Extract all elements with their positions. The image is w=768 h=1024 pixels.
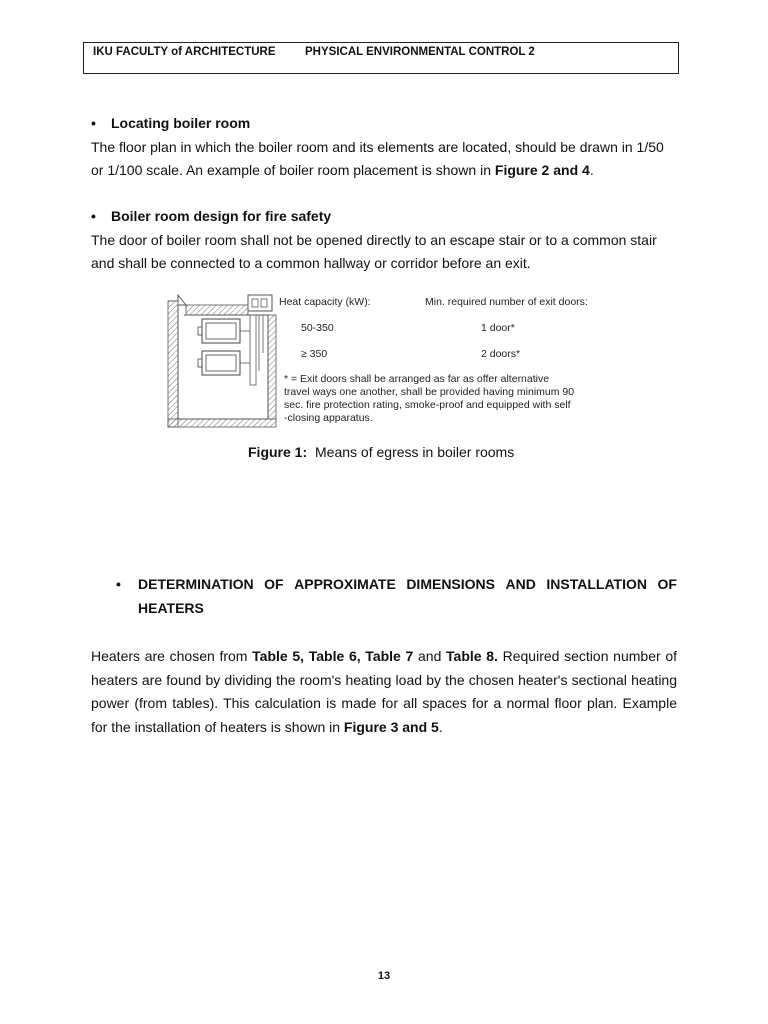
section-heading [91,112,677,136]
paragraph [91,645,677,739]
paragraph [91,136,677,183]
caption-label: Figure 1: [248,444,308,460]
heading-text: Locating boiler room [111,115,251,131]
figure-capacity-cell: 50-350 [301,322,334,334]
bold-reference: Figure 2 and 4 [494,162,590,178]
figure-note-line: * = Exit doors shall be arranged as far as offer alternative [284,373,550,385]
heading-word: DIMENSIONS [406,576,495,592]
figure-col1-header: Heat capacity (kW): [279,296,371,308]
figure-capacity-cell: ≥ 350 [301,348,328,360]
figure-caption [248,441,514,464]
bullet-icon: • [91,208,96,224]
text-run: The floor plan in which the boiler room and its elements are located, should be drawn in 1/50 or 1/100 scale. An example of boiler room placement is shown in [91,138,664,178]
heading-word: AND [505,576,536,592]
figure-doors-cell: 1 door* [481,322,515,334]
page-number: 13 [377,970,391,982]
text-run: Required section number of heaters are found by dividing the room's heating load by the chosen heater's sectional heating power (from tables). This calculation is made for all spaces for a normal floor plan. Example for the installation of heaters is shown in [91,648,677,735]
figure-note-line: travel ways one another, shall be provided having minimum 90 [284,386,575,398]
section-heaters-heading [116,573,677,620]
paragraph: The door of boiler room shall not be opened directly to an escape stair or to a common stair and shall be connected to a common hallway or corridor before an exit. [91,231,657,271]
section-fire-safety [91,205,677,276]
text-run: . [438,718,443,735]
section-heaters-paragraph [91,645,677,739]
header-faculty: IKU FACULTY of ARCHITECTURE [93,46,276,58]
section-locating-boiler-room [91,112,677,183]
heading-line: HEATERS [138,599,204,616]
bold-reference: Table 8. [446,648,498,664]
heading-word: DETERMINATION [138,576,254,592]
bold-reference: Table 5, Table 6, Table 7 [252,648,414,664]
caption-text: Means of egress in boiler rooms [315,444,515,460]
header-course: PHYSICAL ENVIRONMENTAL CONTROL 2 [305,46,535,58]
text-run: . [589,162,594,178]
section-heading [91,205,677,229]
heading-word: OF [264,576,284,592]
section-heading [116,573,677,620]
figure-boiler-room-egress [166,293,606,429]
text-run: Heaters are chosen from [91,648,253,664]
figure-col2-header: Min. required number of exit doors: [425,296,588,308]
text-run: and [413,648,447,664]
figure-doors-cell: 2 doors* [481,348,521,360]
figure-note-line: -closing apparatus. [284,412,373,424]
page-header [83,42,679,74]
bullet-icon: • [116,576,121,592]
figure-note-line: sec. fire protection rating, smoke-proof and equipped with self [284,399,571,411]
heading-text: Boiler room design for fire safety [111,208,332,224]
heading-line [138,573,677,597]
heading-word: OF [657,576,677,592]
bold-reference: Figure 3 and 5 [343,718,439,735]
heading-word: APPROXIMATE [294,576,396,592]
bullet-icon: • [91,115,96,131]
heading-word: INSTALLATION [546,576,647,592]
